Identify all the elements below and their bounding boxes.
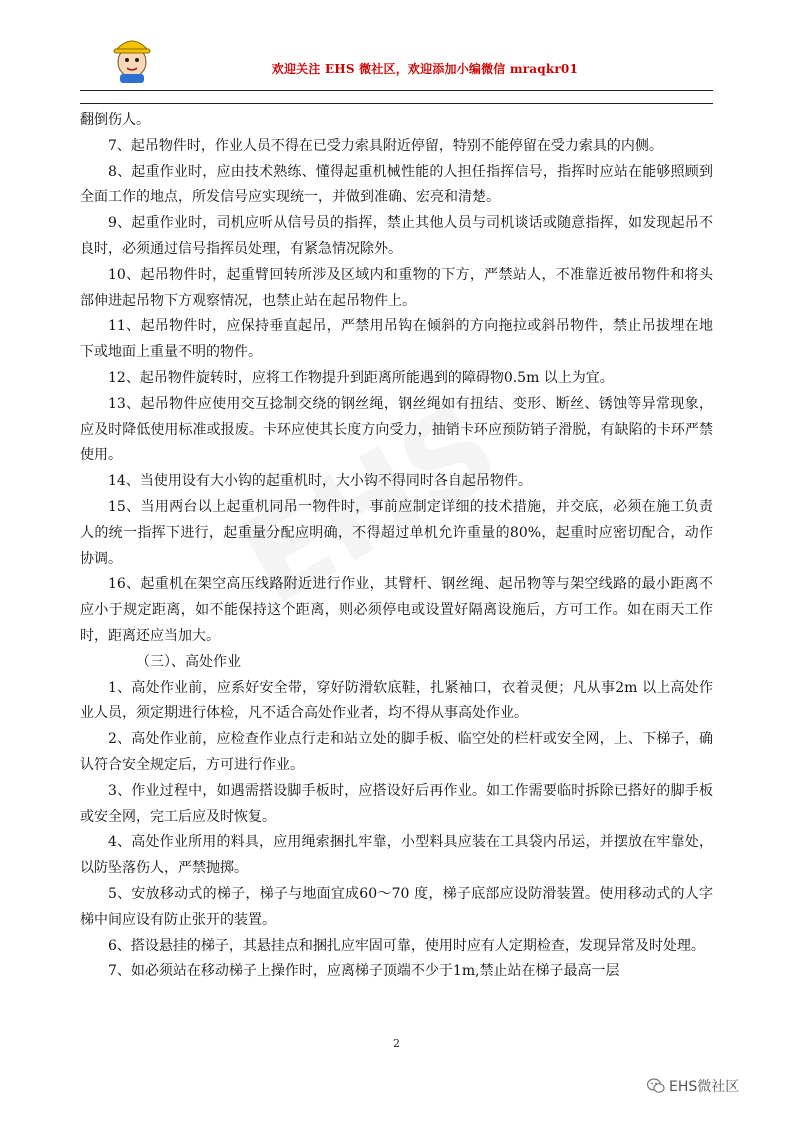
body-paragraph: 7、起吊物件时，作业人员不得在已受力索具附近停留，特别不能停留在受力索具的内侧。: [108, 137, 663, 154]
page-header: [80, 0, 713, 108]
body-paragraph: 16、起重机在架空高压线路附近进行作业，其臂杆、钢丝绳、起吊物等与架空线路的最小距离不应小于规定距离，如不能保持这个距离，则必须停电或设置好隔离设施后，方可工作。如在雨天工作时，距离还应当加大。: [80, 576, 713, 644]
body-paragraph: 10、起吊物件时，起重臂回转所涉及区域内和重物的下方，严禁站人，不准靠近被吊物件和将头部伸进起吊物下方观察情况，也禁止站在起吊物件上。: [80, 266, 713, 309]
header-rule-bottom: [80, 103, 713, 104]
body-paragraph: 翻倒伤人。: [80, 112, 150, 128]
body-paragraph: 13、起吊物件应使用交互捻制交绕的钢丝绳，钢丝绳如有扭结、变形、断丝、锈蚀等异常现象，应及时降低使用标准或报废。卡环应使其长度方向受力，抽销卡环应预防销子滑脱，有缺陷的卡环严禁使用。: [80, 395, 713, 464]
body-paragraph: 11、起吊物件时，应保持垂直起吊，严禁用吊钩在倾斜的方向拖拉或斜吊物件，禁止吊拔埋在地下或地面上重量不明的物件。: [80, 318, 713, 361]
body-paragraph: 8、起重作业时，应由技术熟练、懂得起重机械性能的人担任指挥信号，指挥时应站在能够照顾到全面工作的地点，所发信号应实现统一，并做到准确、宏亮和清楚。: [80, 163, 713, 206]
page-number: 2: [393, 1037, 400, 1050]
body-paragraph: 4、高处作业所用的料具，应用绳索捆扎牢靠，小型料具应装在工具袋内吊运，并摆放在牢靠处，以防坠落伤人，严禁抛掷。: [80, 834, 713, 877]
body-paragraph: 3、作业过程中，如遇需搭设脚手板时，应搭设好后再作业。如工作需要临时拆除已搭好的脚手板或安全网，完工后应及时恢复。: [80, 782, 713, 825]
body-paragraph: 6、搭设悬挂的梯子，其悬挂点和捆扎应牢固可靠，使用时应有人定期检查，发现异常及时处理。: [108, 937, 705, 954]
body-paragraph: 15、当用两台以上起重机同吊一物件时，事前应制定详细的技术措施，并交底，必须在施工负责人的统一指挥下进行，起重量分配应明确，不得超过单机允许重量的80%，起重时应密切配合，动作协调。: [80, 498, 713, 567]
body-paragraph: 2、高处作业前，应检查作业点行走和站立处的脚手板、临空处的栏杆或安全网，上、下梯子，确认符合安全规定后，方可进行作业。: [80, 731, 713, 773]
body-paragraph: 7、如必须站在移动梯子上操作时，应离梯子顶端不少于1m,禁止站在梯子最高一层: [108, 963, 620, 980]
brand-badge: [647, 1076, 739, 1096]
section-heading: （三）、高处作业: [136, 653, 241, 670]
body-paragraph: 5、安放移动式的梯子，梯子与地面宜成60～70 度，梯子底部应设防滑装置。使用移动式的人字梯中间应设有防止张开的装置。: [80, 885, 713, 928]
document-body: [80, 108, 713, 985]
body-paragraph: 1、高处作业前，应系好安全带，穿好防滑软底鞋，扎紧袖口，衣着灵便；凡从事2m 以上高处作业人员，须定期进行体检，凡不适合高处作业者，均不得从事高处作业。: [80, 679, 713, 722]
wechat-icon: [647, 1078, 665, 1094]
body-paragraph: 9、起重作业时，司机应听从信号员的指挥，禁止其他人员与司机谈话或随意指挥，如发现起吊不良时，必须通过信号指挥员处理，有紧急情况除外。: [80, 215, 713, 257]
body-paragraph: 14、当使用设有大小钩的起重机时，大小钩不得同时各自起吊物件。: [108, 473, 532, 490]
brand-label: EHS微社区: [669, 1079, 740, 1095]
header-banner-text: 欢迎关注 EHS 微社区，欢迎添加小编微信 mraqkr01: [271, 62, 578, 76]
header-rule-top: [80, 90, 713, 91]
body-paragraph: 12、起吊物件旋转时，应将工作物提升到距离所能遇到的障碍物0.5m 以上为宜。: [108, 369, 614, 386]
